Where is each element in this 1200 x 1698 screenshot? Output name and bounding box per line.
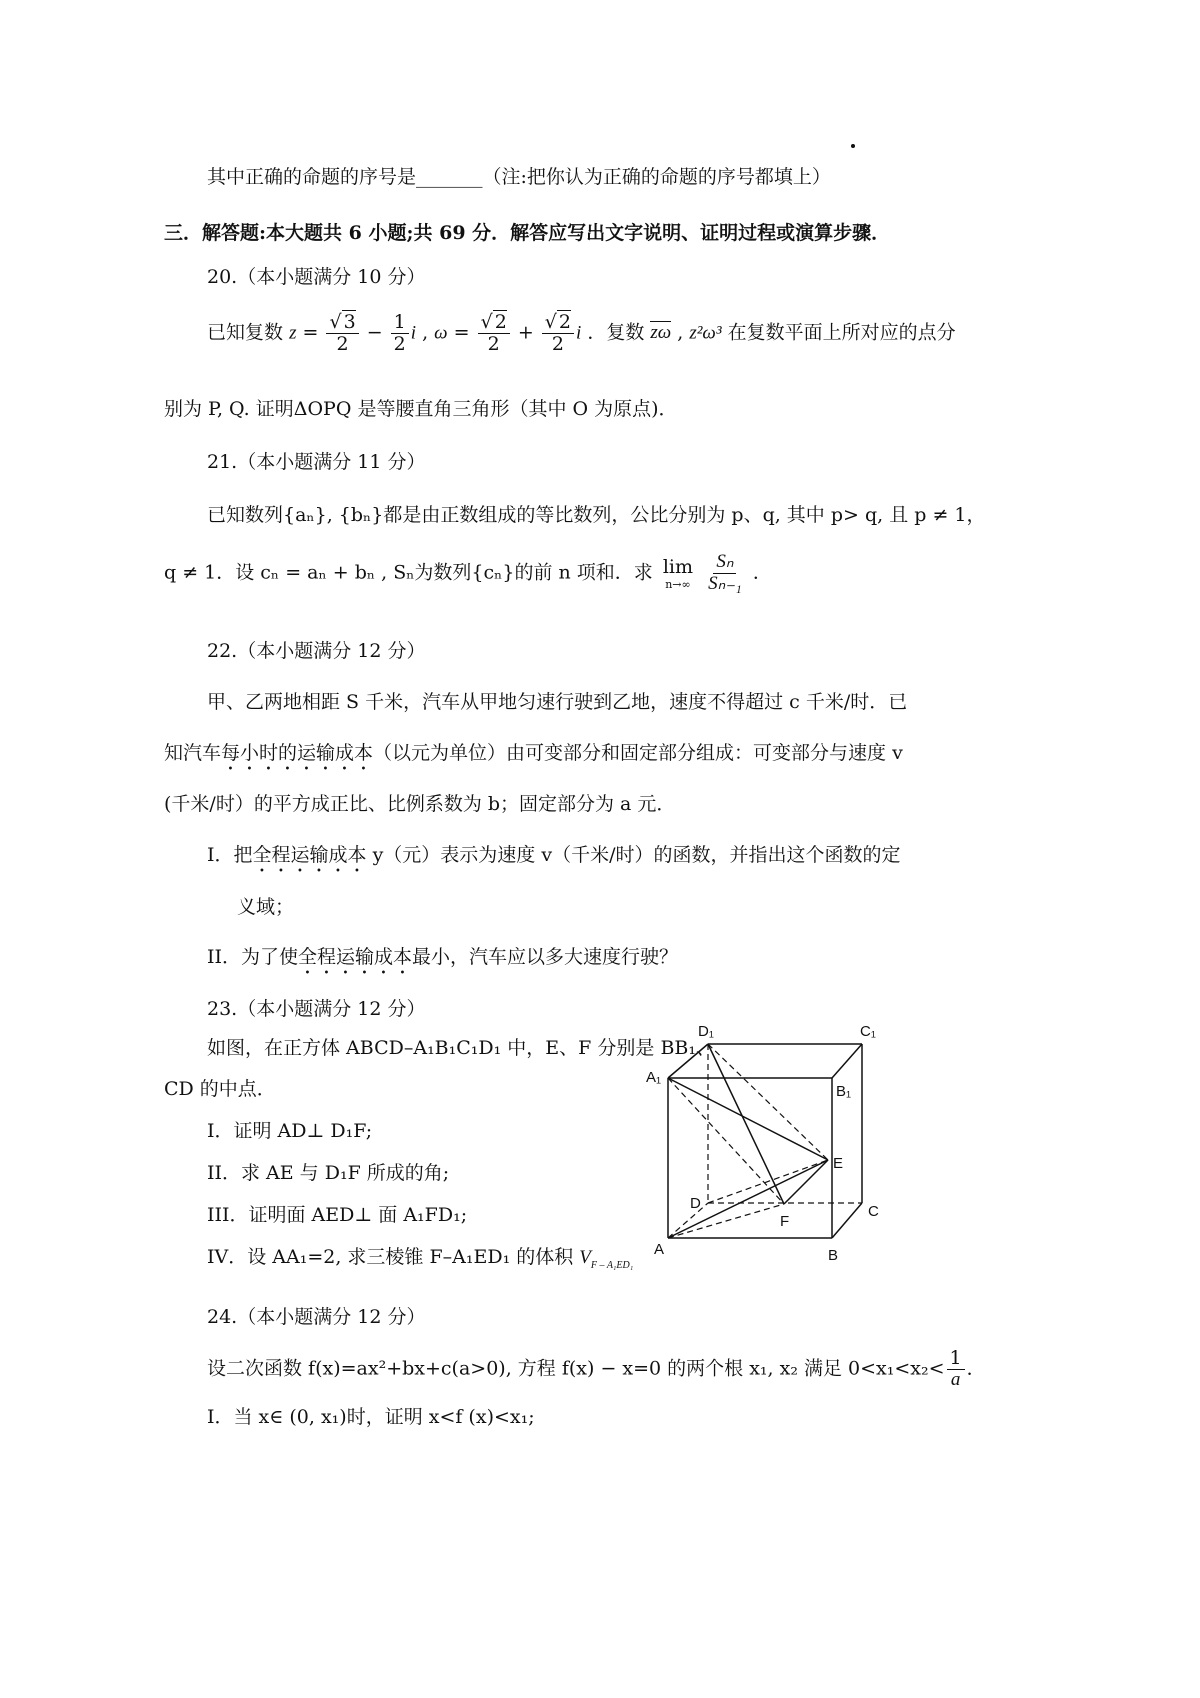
label-C: C [868, 1203, 879, 1220]
edge-B1C1 [832, 1044, 862, 1078]
label-D1: D₁ [698, 1023, 714, 1040]
frac-sqrt3-over-2: $\frac{√ 3}{2}$ [326, 312, 358, 355]
q24-text-b: ． [966, 1357, 986, 1380]
q24-text-a: 设二次函数 f(x)=ax²+bx+c(a>0), 方程 f(x) − x=0 的两个根 x₁, x₂ 满足 0<x₁<x₂< [207, 1357, 945, 1380]
q22-line2 [164, 738, 903, 775]
q21-text-b: ． [752, 561, 772, 584]
q23-part2: II．求 AE 与 D₁F 所成的角; [207, 1162, 450, 1184]
seg-A1E [668, 1078, 828, 1160]
q22-emph-cost: 每小时的运输成本 [221, 742, 374, 764]
q21-header: 21.（本小题满分 11 分） [207, 451, 426, 473]
q22-part2 [207, 942, 678, 979]
frac-sqrt2-over-2-a: $\frac{√ 2}{2}$ [478, 312, 510, 355]
q22-text-a: 知汽车 [164, 742, 222, 764]
q23-line2: CD 的中点． [164, 1078, 276, 1100]
q21-line1: 已知数列{aₙ}, {bₙ}都是由正数组成的等比数列，公比分别为 p、q, 其中 p> q, 且 p ≠ 1， [207, 504, 986, 526]
conj-zomega: zω [650, 322, 672, 344]
q22-part1 [207, 840, 900, 877]
seg-A1F [668, 1078, 784, 1204]
q22-text-c: （以元为单位）由可变部分和固定部分组成：可变部分与速度 v [373, 742, 903, 764]
q23-part1: I．证明 AD⊥ D₁F; [207, 1120, 373, 1142]
cube-figure [640, 1018, 890, 1268]
q22-p1-emph: 全程运输成本 [252, 844, 367, 866]
edge-BC [832, 1203, 862, 1238]
q21-text-a: q ≠ 1．设 cₙ = aₙ + bₙ , Sₙ为数列{cₙ}的前 n 项和．求 [164, 561, 653, 584]
q20-header: 20.（本小题满分 10 分） [207, 266, 426, 288]
label-D: D [690, 1195, 701, 1212]
frac-1-over-a: $\frac{1}{a}$ [947, 1348, 965, 1391]
section3-heading: 三．解答题:本大题共 6 小题;共 69 分．解答应写出文字说明、证明过程或演算步骤． [164, 222, 891, 244]
seg-EF [784, 1160, 828, 1204]
q20-line1: 已知复数 z = $\frac{√ 3}{2}$ − $\frac{1}{2}$ i , ω = $\frac{√ 2}{2}$ + $\frac{√ 2}{2}$ i ．复数 zω , z²ω³ 在复数平面上所对应的点分 [207, 311, 956, 355]
q24-header: 24.（本小题满分 12 分） [207, 1306, 426, 1328]
label-A: A [654, 1241, 665, 1258]
q22-p1-a: I．把 [207, 844, 253, 866]
q20-line2: 别为 P, Q. 证明ΔOPQ 是等腰直角三角形（其中 O 为原点)． [164, 398, 678, 420]
edge-A1D1 [668, 1044, 708, 1078]
q23-header: 23.（本小题满分 12 分） [207, 998, 426, 1020]
q20-text-b: ．复数 [587, 321, 645, 344]
q22-p2-a: II．为了使 [207, 946, 299, 968]
i-unit-2: i [576, 322, 582, 344]
label-B: B [828, 1247, 839, 1264]
q20-text-a: 已知复数 [207, 321, 284, 344]
label-E: E [833, 1155, 844, 1172]
q22-p2-c: 最小，汽车应以多大速度行驶？ [412, 946, 679, 968]
limit: lim n→∞ [662, 555, 694, 591]
i-unit: i [410, 322, 417, 344]
z2-omega3: z²ω³ [689, 322, 722, 344]
q24-part1: I．当 x∈ (0, x₁)时，证明 x<f (x)<x₁; [207, 1406, 535, 1428]
q23-part3: III．证明面 AED⊥ 面 A₁FD₁; [207, 1204, 468, 1226]
q22-line3: (千米/时）的平方成正比、比例系数为 b；固定部分为 a 元． [164, 793, 676, 815]
top-dot [851, 144, 855, 148]
q22-p2-emph: 全程运输成本 [298, 946, 413, 968]
q23-p4-text: IV．设 AA₁=2, 求三棱锥 F–A₁ED₁ 的体积 [207, 1246, 574, 1268]
volume-symbol: V [579, 1247, 591, 1268]
q22-part1-cont: 义域； [237, 896, 295, 918]
frac-sqrt2-over-2-b: $\frac{√ 2}{2}$ [542, 312, 574, 355]
volume-subscript: F – A₁ED₁ [590, 1259, 634, 1271]
q22-p1-c: y（元）表示为速度 v（千米/时）的函数，并指出这个函数的定 [366, 844, 901, 866]
label-B1: B₁ [836, 1083, 852, 1100]
z-var: z [289, 322, 297, 344]
intro-line: 其中正确的命题的序号是_______（注:把你认为正确的命题的序号都填上） [207, 166, 831, 188]
q23-line1: 如图，在正方体 ABCD–A₁B₁C₁D₁ 中，E、F 分别是 BB₁、 [207, 1037, 715, 1059]
q22-header: 22.（本小题满分 12 分） [207, 640, 426, 662]
label-C1: C₁ [860, 1023, 876, 1040]
label-F: F [780, 1213, 790, 1230]
q22-line1: 甲、乙两地相距 S 千米，汽车从甲地匀速行驶到乙地，速度不得超过 c 千米/时．已 [207, 691, 908, 713]
omega-var: ω [434, 322, 448, 344]
frac-Sn-over-Sn1: $\frac{\text{Sₙ}}{\text{Sₙ₋₁}}$ [708, 551, 742, 594]
q21-line2 [164, 552, 772, 595]
label-A1: A₁ [646, 1069, 662, 1086]
q20-text-c: 在复数平面上所对应的点分 [727, 321, 956, 344]
seg-DE [708, 1160, 828, 1203]
seg-D1E [708, 1044, 828, 1160]
q24-line1 [207, 1348, 986, 1391]
seg-D1F [708, 1044, 784, 1204]
q23-part4 [207, 1242, 633, 1271]
frac-1-over-2: $\frac{1}{2}$ [391, 312, 409, 355]
